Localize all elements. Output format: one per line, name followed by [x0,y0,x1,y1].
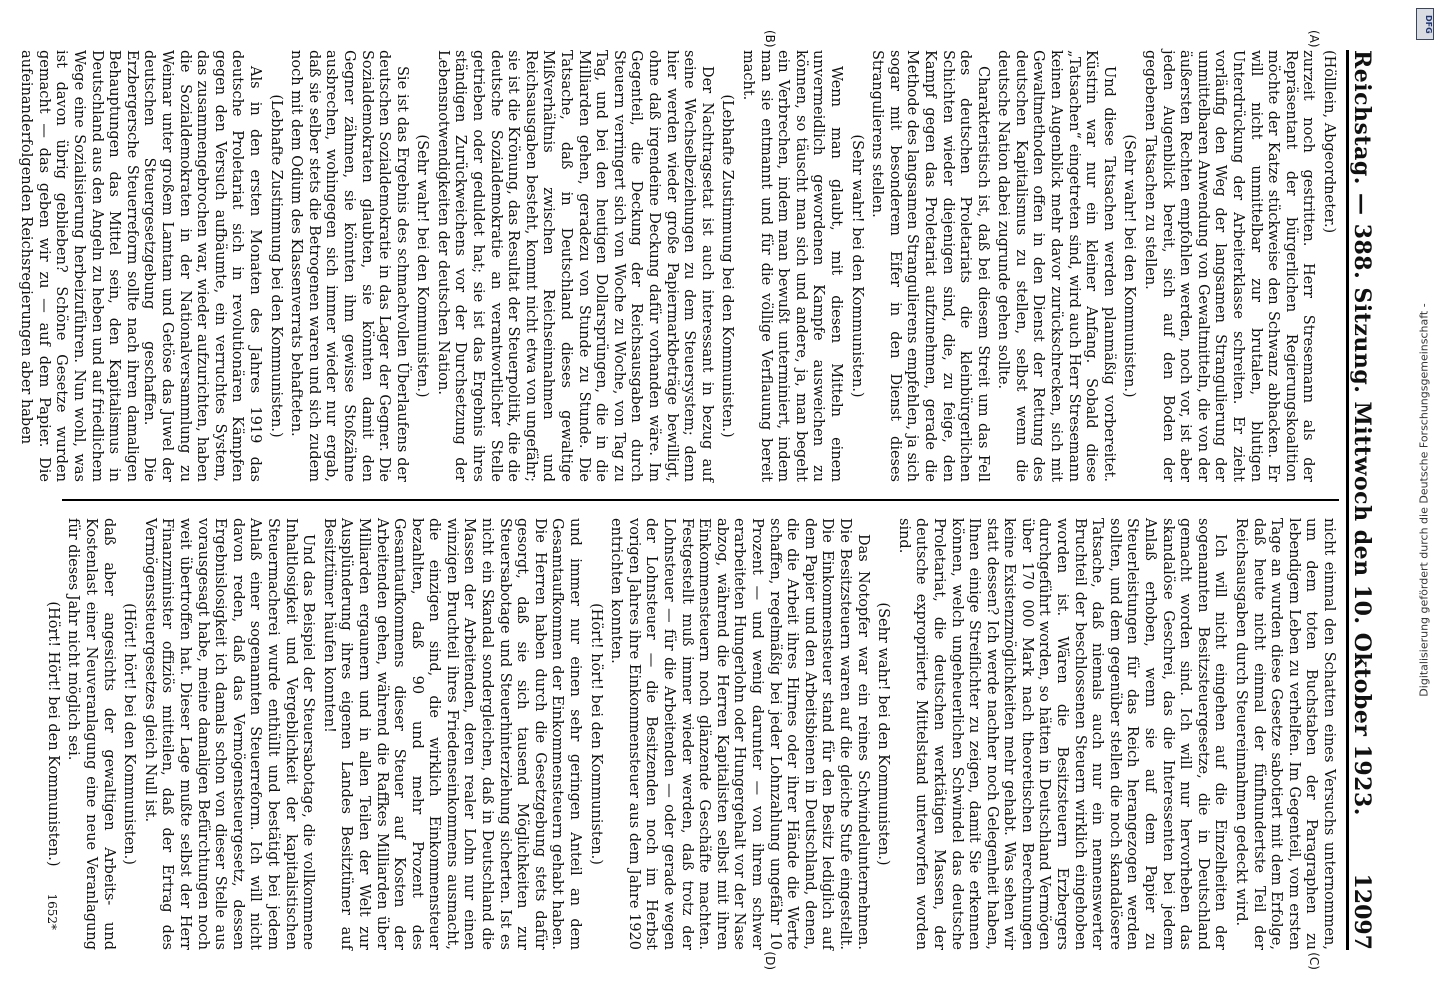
interjection: (Hört! hört! bei den Kommunisten.) [121,603,138,865]
left-text-column [18,50,1337,482]
paragraph: Sie ist das Ergebnis des schmachvollen Überlaufens der deutschen Sozialdemokratie in das Lager der Gegner. Die Sozialdemokraten glaubten, sie könnten damit den Gegner zähmen, sie könnten ihm gewisse Stoßzähne ausbrechen, wohingegen sich immer wieder nur ergab, daß sie selber stets die Betrogenen waren und sich zudem noch mit dem Odium des Klassenverrats behafteten. [288,50,410,482]
paragraph: Das Notopfer war ein reines Schwindelunternehmen. Die Besitzsteuern waren auf die gleiche Stufe eingestellt. Die Einkommensteuer stand für den Besitz lediglich auf dem Papier und den Arbeitsbienen in Deutschland, denen, die die Arbeit ihres Hirnes oder ihrer Hände die Werte schaffen, regelmäßig bei jeder Lohnzahlung ungefähr 10 Prozent — und wenig darunter — von ihrem schwer erarbeiteten Hungerlohn oder Hungergehalt vor der Nase abzog, während die Herren Kapitalisten selbst mit ihren Einkommensteuern noch glänzende Geschäfte machten. Festgestellt muß immer wieder werden, daß trotz der Lohnsteuer — für die Arbeitenden — oder gerade wegen der Lohnsteuer — die Besitzenden noch im Herbst vorigen Jahres ihre Einkommensteuer aus dem Jahre 1920 entrichten konnten. [608,518,871,950]
interjection: (Lebhafte Zustimmung bei den Kommunisten.) [267,94,284,438]
dfg-logo-icon: DFG [1416,8,1434,40]
paragraph: Als in den ersten Monaten des Jahres 1919 das deutsche Proletariat sich in revolutionären Kämpfen gegen den Versuch aufbäumte, ein verruchtes System, das zusammengebrochen war, wieder aufzurichten, haben die Sozialdemokraten in der Nationalversammlung zu Weimar unter großem Lamtam und Getöse das Juwel der deutschen Steuergesetzgebung geschaffen. Die Erzbergersche Steuerreform sollte nach ihren damaligen Behauptungen das Mittel sein, den Kapitalismus in Deutschland aus den Angeln zu heben und auf friedlichem Wege eine Sozialisierung herbeizuführen. Nun wohl, was ist davon übrig geblieben? Schöne Gesetze wurden gemacht — das geben wir zu — auf dem Papier. Die aufeinanderfolgenden Reichsregierungen aber haben [18,50,263,482]
paragraph: Ich will nicht eingehen auf die Einzelheiten der sogenannten Besitzsteuergesetze, die in Deutschland gemacht worden sind. Ich will nur hervorheben das skandalöse Geschrei, das die Interessenten bei jedem Anlaß erhoben, wenn sie auf dem Papier zu Steuerleistungen für das Reich herangezogen werden sollten, und dem gegenüber stellen die noch skandalösere Tatsache, daß niemals auch nur ein nennenswerter Bruchteil der beschlossenen Steuern wirklich eingehoben worden ist. Wären die Besitzsteuern Erzbergers durchgeführt worden, so hätten in Deutschland Vermögen über 170 000 Mark nach theoretischen Berechnungen keine Existenzmöglichkeiten mehr gehabt. Was sehen wir statt dessen? Ich werde nachher noch Gelegenheit haben, Ihnen einige Streiflichter zu zeigen, damit Sie erkennen können, welch ungeheuerlichen Schwindel das deutsche Proletariat, die deutschen werktätigen Massen, der deutsche expropriierte Mittelstand unterworfen worden sind. [895,518,1229,950]
interjection: (Sehr wahr! bei den Kommunisten.) [414,134,431,398]
interjection: (Lebhafte Zustimmung bei den Kommunisten.) [719,94,736,438]
margin-marker-a: (A) [1307,30,1321,48]
interjection: (Hört! hört! bei den Kommunisten.) [587,603,604,865]
page-number: 12097 [1349,873,1375,950]
signature-mark: 1652* [45,893,59,930]
digitization-sidebar [1414,0,1434,1000]
margin-marker-d: (D) [763,951,777,970]
paragraph: und immer nur einen sehr geringen Anteil an dem Gesamtaufkommen der Einkommensteuern gehabt haben. Die Herren haben durch die Gesetzgebung stets dafür gesorgt, daß sie sich tausend Möglichkeiten zur Steuersabotage und Steuerhinterziehung sicherten. Ist es nicht ein Skandal sondergleichen, daß in Deutschland die Massen der Arbeitenden, deren realer Lohn nur einen winzigen Bruchteil ihres Friedenseinkommens ausmacht, die einzigen sind, die wirklich Einkommensteuer bezahlten, daß 90 und mehr Prozent des Gesamtaufkommens dieser Steuer auf Kosten der Arbeitenden gehen, während die Raffkes Milliarden über Milliarden ergaunern und in allen Teilen der Welt zur Ausplünderung ihres eigenen Landes Besitztümer auf Besitztümer häufen konnten! [320,518,584,950]
margin-marker-b: (B) [763,30,777,48]
column-divider [62,499,1339,501]
rotated-document [18,30,1397,970]
paragraph: Charakteristisch ist, daß bei diesem Streit um das Fell des deutschen Proletariats die kleinbürgerlichen Schichten wieder diejenigen sind, die, zu feige, den Kampf gegen das Proletariat aufzunehmen, gerade die Methode des langsamen Strangulierens empfehlen, ja sich sogar mit besonderem Eifer in den Dienst dieses Strangulierens stellen. [869,50,991,482]
paragraph: nicht einmal den Schatten eines Versuchs unternommen, um dem toten Buchstaben der Paragraphen zu lebendigem Leben zu verhelfen. Im Gegenteil, vom ersten Tage an wurden diese Gesetze sabotiert mit dem Erfolge, daß heute nicht einmal der fünfhundertste Teil der Reichsausgaben durch Steuereinnahmen gedeckt wird. [1233,518,1337,950]
page-header [1346,50,1379,950]
paragraph: Und diese Tatsachen werden planmäßig vorbereitet. Küstrin war nur ein kleiner Anfang. Sobald diese „Tatsachen“ eingetreten sind, wird auch Herr Stresemann keinen Augenblick mehr davor zurückschrecken, sich mit Gewaltmethoden offen in den Dienst der Rettung des deutschen Kapitalismus zu stellen, selbst wenn die deutsche Nation dabei zugrunde gehen sollte. [995,50,1117,482]
paragraph: Und das Beispiel der Steuersabotage, die vollkommene Inhaltlosigkeit und Vergeblichkeit der kapitalistischen Steuermacherei wurde enthüllt und bestätigt bei jedem Anlaß einer sogenannten Steuerreform. Ich will nicht davon reden, daß das Vermögensteuergesetz, dessen Ergebnislosigkeit ich damals schon von dieser Stelle aus vorausgesagt habe, meine damaligen Befürchtungen noch weit übertroffen hat. Dieser Lage mußte selbst der Herr Finanzminister offiziös mitteilen, daß der Ertrag des Vermögenssteuergesetzes gleich Null ist. [141,518,317,950]
paragraph: (Hölllein, Abgeordneter.) [1321,50,1337,234]
digitization-credit: Digitalisierung gefördert durch die Deutsche Forschungsgemeinschaft - [1417,303,1431,697]
margin-marker-c: (C) [1307,952,1321,970]
interjection: (Hört! Hört! bei den Kommunisten.) [44,601,61,867]
paragraph: daß aber angesichts der gewaltigen Arbeits- und Kostenlast einer Neuveranlagung eine neue Veranlagung für dieses Jahr nicht möglich sei. [65,518,117,950]
paragraph: zurzeit noch gestritten. Herr Stresemann als der Repräsentant der bürgerlichen Regierungskoalition möchte der Katze stückweise den Schwanz abhacken. Er will nicht unmittelbar zur brutalen, blutigen Unterdrückung der Arbeiterklasse schreiten. Er zieht vorläufig den Weg der langsamen Strangulierung der unmittelbaren Anwendung von Gewaltmitteln, die von der äußersten Rechten empfohlen werden, noch vor, ist aber jeden Augenblick bereit, sich auf den Boden der gegebenen Tatsachen zu stellen. [1142,50,1317,482]
paragraph: Wenn man glaubt, mit diesen Mitteln einem unvermeidlich gewordenen Kampfe ausweichen zu können, so täuscht man sich und andere, ja, man begeht ein Verbrechen, indem man bewußt unterminiert, indem man sie entmannt und für die völlige Verflauung bereit macht. [740,50,844,482]
paragraph: Der Nachtragsetat ist auch interessant in bezug auf seine Wechselbeziehungen zu dem Steuersystem; denn hier werden wieder große Papiermarkbeträge bewilligt, ohne daß irgendeine Deckung dafür vorhanden wäre. Im Gegenteil, die Deckung der Reichsausgaben durch Steuern verringert sich von Woche zu Woche, von Tag zu Tag, und bei den heutigen Dollarsprüngen, die in die Milliarden gehen, geradezu von Stunde zu Stunde. Die Tatsache, daß in Deutschland dieses gewaltige Mißverhältnis zwischen Reichseinnahmen und Reichsausgaben besteht, kommt nicht etwa von ungefähr; sie ist die Krönung, das Resultat der Steuerpolitik, die die deutsche Sozialdemokratie an verantwortlicher Stelle getrieben oder geduldet hat; sie ist das Ergebnis ihres ständigen Zurückweichens vor der Durchsetzung der Lebensnotwendigkeiten der deutschen Nation. [434,50,715,482]
interjection: (Sehr wahr! bei den Kommunisten.) [1121,134,1138,398]
running-title: Reichstag. — 388. Sitzung. Mittwoch den 10. Oktober 1923. [1349,50,1375,816]
interjection: (Sehr wahr! bei den Kommunisten.) [875,602,892,866]
interjection: (Sehr wahr! bei den Kommunisten.) [848,134,865,398]
